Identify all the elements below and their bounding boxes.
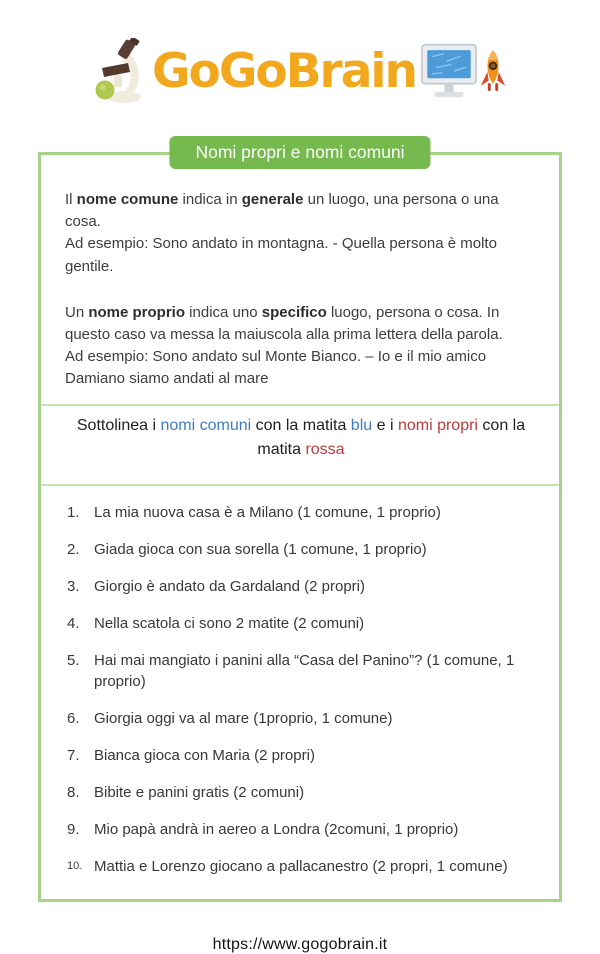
- rocket-icon: [480, 48, 506, 94]
- list-item: [67, 819, 537, 840]
- footer-url: https://www.gogobrain.it: [212, 935, 388, 953]
- highlight-nomi-comuni: nomi comuni: [160, 416, 252, 434]
- exercise-instruction: Sottolinea i nomi comuni con la matita blu e i nomi propri con la matita rossa: [76, 416, 526, 458]
- list-item: [67, 502, 537, 523]
- item-text: Mattia e Lorenzo giocano a pallacanestro (2 propri, 1 comune): [94, 857, 508, 875]
- item-text: Mio papà andrà in aereo a Londra (2comuni, 1 proprio): [94, 820, 459, 838]
- highlight-nomi-propri: nomi propri: [397, 416, 478, 434]
- item-text: Bianca gioca con Maria (2 propri): [94, 746, 315, 764]
- logo: [0, 0, 600, 112]
- highlight-blu: blu: [350, 416, 373, 434]
- item-text: Bibite e panini gratis (2 comuni): [94, 783, 305, 801]
- list-item: [67, 856, 537, 877]
- title-banner: [169, 136, 430, 169]
- list-item: [67, 708, 537, 729]
- item-number: 1.: [67, 503, 80, 521]
- list-item: [67, 745, 537, 766]
- item-number: 6.: [67, 709, 80, 727]
- item-number: 5.: [67, 651, 80, 669]
- item-number: 4.: [67, 614, 80, 632]
- item-text: Giorgia oggi va al mare (1proprio, 1 comune): [94, 709, 393, 727]
- intro-paragraph-proper-noun: Un nome proprio indica uno specifico luogo, persona o cosa. In questo caso va messa la maiuscola alla prima lettera della parola. Ad esempio: Sono andato sul Monte Bianco. – Io e il mio amico Damiano siamo andati al mare: [65, 302, 537, 391]
- item-text: La mia nuova casa è a Milano (1 comune, 1 proprio): [94, 503, 441, 521]
- list-item: [67, 539, 537, 560]
- item-number: 9.: [67, 820, 80, 838]
- example-common-noun: Ad esempio: Sono andato in montagna. - Quella persona è molto gentile.: [65, 235, 497, 275]
- item-text: Nella scatola ci sono 2 matite (2 comuni): [94, 614, 365, 632]
- list-item: [67, 613, 537, 634]
- highlight-rossa: rossa: [305, 440, 345, 458]
- exercise-list: [65, 486, 537, 877]
- monitor-icon: [420, 41, 478, 101]
- item-number: 10.: [67, 859, 83, 872]
- item-text: Giorgio è andato da Gardaland (2 propri): [94, 577, 365, 595]
- list-item: [67, 650, 537, 692]
- microscope-icon: [94, 38, 148, 104]
- example-proper-noun: Ad esempio: Sono andato sul Monte Bianco. – Io e il mio amico Damiano siamo andati al mare: [65, 348, 487, 388]
- item-text: Hai mai mangiato i panini alla “Casa del Panino”? (1 comune, 1 proprio): [94, 651, 515, 690]
- item-number: 8.: [67, 783, 80, 801]
- list-item: [67, 782, 537, 803]
- list-item: [67, 576, 537, 597]
- item-number: 3.: [67, 577, 80, 595]
- intro-paragraph-common-noun: Il nome comune indica in generale un luogo, una persona o una cosa. Ad esempio: Sono andato in montagna. - Quella persona è molto gentile.: [65, 189, 537, 278]
- footer: [0, 936, 600, 954]
- item-text: Giada gioca con sua sorella (1 comune, 1 proprio): [94, 540, 427, 558]
- worksheet-box: [38, 142, 562, 902]
- intro-section: [65, 189, 537, 391]
- logo-text: GoGoBrain: [151, 43, 417, 99]
- page-title: Nomi propri e nomi comuni: [195, 142, 405, 162]
- item-number: 2.: [67, 540, 80, 558]
- item-number: 7.: [67, 746, 80, 764]
